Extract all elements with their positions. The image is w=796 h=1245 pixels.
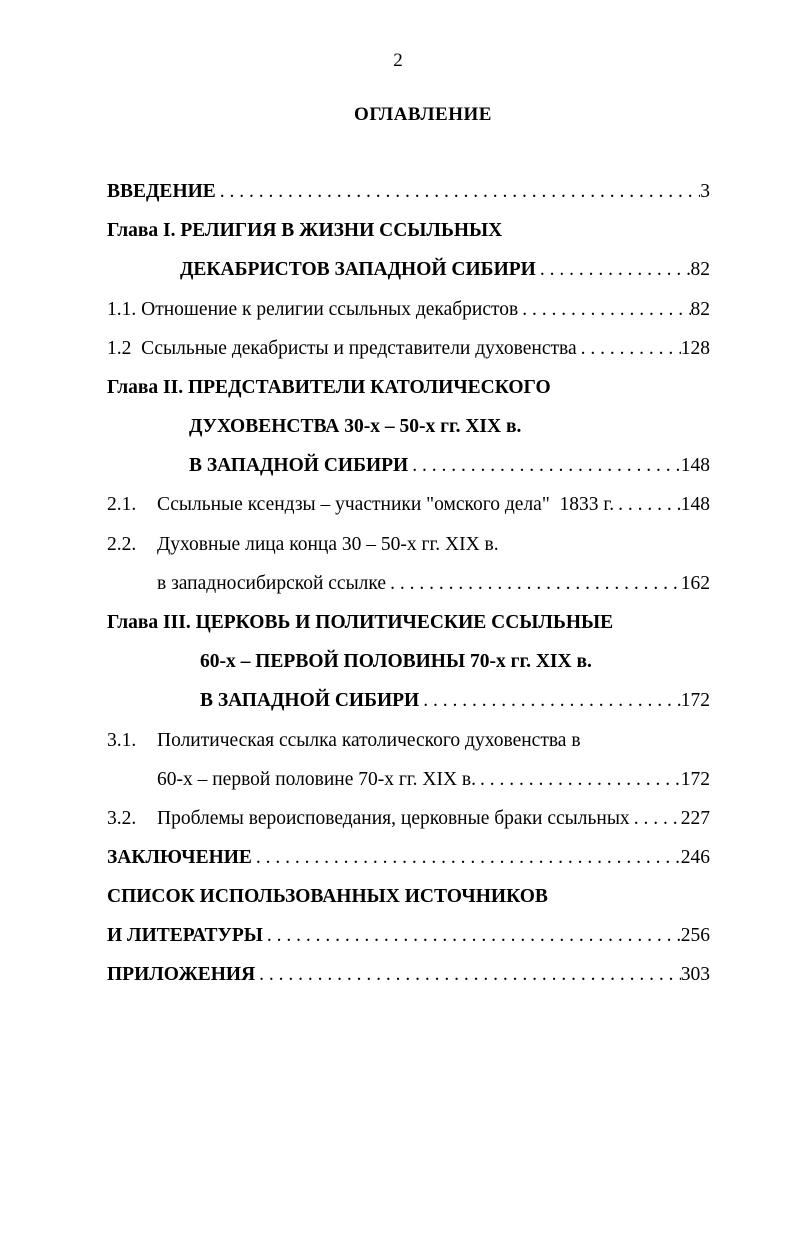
toc-page-number: 172: [680, 769, 710, 790]
toc-page-number: 128: [680, 338, 710, 359]
toc-entry-sources-line1[interactable]: [107, 884, 710, 910]
toc-entry-intro[interactable]: [107, 179, 710, 205]
toc-page-number: 246: [680, 847, 710, 868]
toc-page-number: 227: [680, 808, 710, 829]
toc-section-number: 3.1.: [107, 730, 137, 751]
toc-entry-text: СПИСОК ИСПОЛЬЗОВАННЫХ ИСТОЧНИКОВ: [107, 886, 548, 907]
toc-section-2-1[interactable]: [107, 492, 710, 518]
toc-section-3-1-line2[interactable]: [157, 767, 710, 793]
toc-section-number: 2.1.: [107, 494, 137, 515]
dot-leader: [577, 336, 681, 362]
toc-entry-text: 60-х – первой половине 70-х гг. XIX в.: [157, 769, 477, 790]
toc-section-3-1-line1[interactable]: [107, 728, 710, 754]
toc-page-number: 162: [680, 573, 710, 594]
toc-entry-text: ПРИЛОЖЕНИЯ: [107, 964, 256, 985]
dot-leader: [263, 923, 681, 949]
toc-entry-text: Глава III. ЦЕРКОВЬ И ПОЛИТИЧЕСКИЕ ССЫЛЬНЫЕ: [107, 612, 614, 633]
toc-entry-text: ДУХОВЕНСТВА 30-х – 50-х гг. XIX в.: [189, 416, 522, 437]
toc-chapter-3-line3[interactable]: [200, 688, 710, 714]
toc-section-1-1[interactable]: [107, 297, 710, 323]
toc-entry-text: Глава II. ПРЕДСТАВИТЕЛИ КАТОЛИЧЕСКОГО: [107, 377, 551, 398]
dot-leader: [476, 767, 681, 793]
toc-page-number: 256: [680, 925, 710, 946]
dot-leader: [518, 297, 690, 323]
toc-section-number: 3.2.: [107, 808, 137, 829]
toc-entry-text: 1.1. Отношение к религии ссыльных декабристов: [107, 299, 519, 320]
dot-leader: [630, 806, 681, 832]
page-title: ОГЛАВЛЕНИЕ: [354, 104, 492, 125]
dot-leader: [386, 571, 681, 597]
toc-entry-conclusion[interactable]: [107, 845, 710, 871]
page-number: 2: [393, 50, 403, 71]
toc-chapter-3-line1[interactable]: [107, 610, 710, 636]
toc-page-number: 172: [680, 690, 710, 711]
toc-entry-text: 60-х – ПЕРВОЙ ПОЛОВИНЫ 70-х гг. XIX в.: [200, 651, 592, 672]
toc-entry-text: Политическая ссылка католического духовенства в: [157, 730, 581, 751]
toc-chapter-1-line2[interactable]: [180, 257, 710, 283]
toc-page-number: 303: [680, 964, 710, 985]
dot-leader: [536, 257, 691, 283]
dot-leader: [216, 179, 700, 205]
dot-leader: [255, 962, 681, 988]
toc-page-number: 82: [690, 299, 710, 320]
toc-section-number: 2.2.: [107, 534, 137, 555]
toc-entry-text: Ссыльные ксендзы – участники "омского дела" 1833 г.: [157, 494, 615, 515]
toc-chapter-2-line1[interactable]: [107, 375, 710, 401]
dot-leader: [408, 453, 681, 479]
toc-entry-text: 1.2 Ссыльные декабристы и представители духовенства: [107, 338, 577, 359]
toc-entry-appendix[interactable]: [107, 962, 710, 988]
toc-chapter-3-line2[interactable]: [200, 649, 710, 675]
toc-entry-text: ЗАКЛЮЧЕНИЕ: [107, 847, 252, 868]
toc-page-number: 148: [680, 455, 710, 476]
toc-page-number: 82: [690, 259, 710, 280]
dot-leader: [419, 688, 681, 714]
toc-entry-text: Проблемы вероисповедания, церковные браки ссыльных: [157, 808, 630, 829]
toc-section-1-2[interactable]: [107, 336, 710, 362]
toc-entry-text: В ЗАПАДНОЙ СИБИРИ: [200, 690, 420, 711]
toc-entry-text: в западносибирской ссылке: [157, 573, 387, 594]
toc-entry-text: Глава I. РЕЛИГИЯ В ЖИЗНИ ССЫЛЬНЫХ: [107, 220, 503, 241]
toc-page-number: 148: [680, 494, 710, 515]
toc-entry-text: ДЕКАБРИСТОВ ЗАПАДНОЙ СИБИРИ: [180, 259, 536, 280]
toc-chapter-2-line2[interactable]: [189, 414, 710, 440]
toc-section-2-2-line1[interactable]: [107, 532, 710, 558]
toc-entry-text: В ЗАПАДНОЙ СИБИРИ: [189, 455, 409, 476]
toc-section-3-2[interactable]: [107, 806, 710, 832]
toc-chapter-2-line3[interactable]: [189, 453, 710, 479]
toc-section-2-2-line2[interactable]: [157, 571, 710, 597]
toc-chapter-1-line1[interactable]: [107, 218, 710, 244]
toc-entry-text: ВВЕДЕНИЕ: [107, 181, 216, 202]
toc-page-number: 3: [700, 181, 710, 202]
toc-entry-text: И ЛИТЕРАТУРЫ: [107, 925, 263, 946]
toc-entry-text: Духовные лица конца 30 – 50-х гг. XIX в.: [157, 534, 499, 555]
toc-entry-sources-line2[interactable]: [107, 923, 710, 949]
dot-leader: [252, 845, 681, 871]
dot-leader: [614, 492, 681, 518]
